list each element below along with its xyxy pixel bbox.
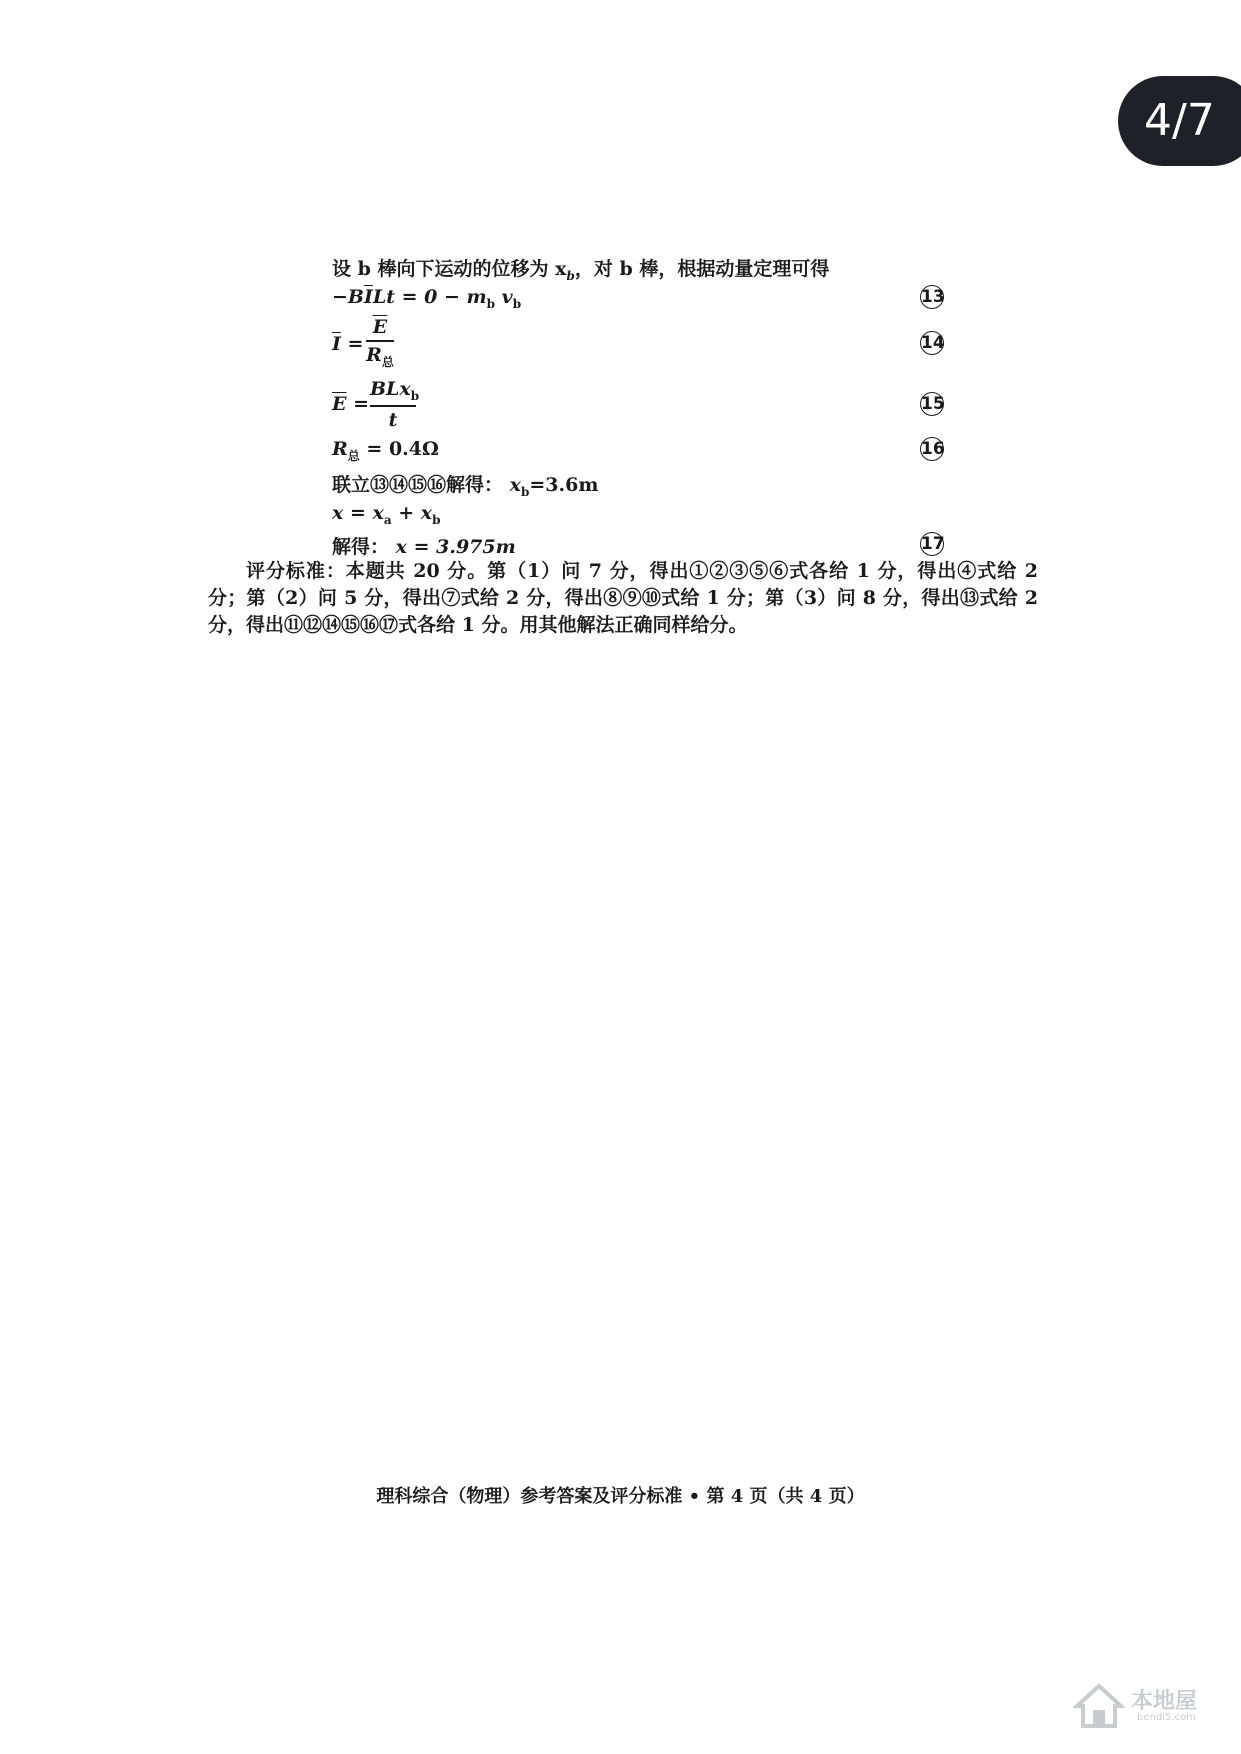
combine-value: =3.6m bbox=[529, 474, 599, 496]
equation-15-fraction bbox=[370, 378, 420, 431]
equation-13 bbox=[332, 286, 521, 311]
equation-number-13: 13 bbox=[921, 287, 945, 307]
eq14-eq: = bbox=[347, 333, 364, 355]
eq16-rest: = 0.4Ω bbox=[359, 438, 439, 460]
sum-sub-b: b bbox=[432, 513, 441, 527]
eq13-sub1: b bbox=[486, 297, 496, 311]
equation-number-14: 14 bbox=[921, 333, 945, 353]
intro-rest: ，对 b 棒，根据动量定理可得 bbox=[574, 258, 830, 280]
eq13-v: v bbox=[495, 286, 513, 308]
combine-text: 联立⑬⑭⑮⑯解得： bbox=[332, 474, 504, 496]
eq13-bar: $\overline{I}$ bbox=[363, 286, 373, 308]
equation-number-17: 17 bbox=[921, 534, 945, 554]
eq15-denominator: t bbox=[388, 409, 398, 431]
eq13-rest: Lt = 0 − m bbox=[372, 286, 487, 308]
eq15-numerator-sub: b bbox=[410, 389, 420, 403]
sum-a: x = x bbox=[332, 502, 384, 524]
eq15-eq: = bbox=[353, 393, 370, 415]
equation-15-lhs bbox=[332, 393, 369, 415]
scoring-paragraph: 评分标准：本题共 20 分。第（1）问 7 分，得出①②③⑤⑥式各给 1 分，得出④式给 2 分；第（2）问 5 分，得出⑦式给 2 分，得出⑧⑨⑩式给 1 分；第（3）问 8 分，得出⑬式给 2 分，得出⑪⑫⑭⑮⑯⑰式各给 1 分。用其他解法正确同样给分。 bbox=[208, 560, 1038, 636]
result-value: x = 3.975m bbox=[395, 536, 516, 558]
intro-line bbox=[332, 254, 829, 283]
equation-14-fraction bbox=[366, 316, 394, 370]
watermark-text: 本地屋 bbox=[1131, 1689, 1198, 1714]
page-indicator: 4/7 bbox=[1118, 76, 1241, 166]
eq15-lhs: $\overline{E}$ bbox=[332, 393, 347, 415]
eq16-sub: 总 bbox=[347, 449, 360, 463]
intro-sub: b bbox=[566, 269, 575, 283]
eq15-rule bbox=[370, 405, 416, 407]
eq14-denominator-sub: 总 bbox=[381, 355, 394, 369]
intro-text: 设 b 棒向下运动的位移为 x bbox=[332, 258, 567, 280]
eq13-lhs: −B bbox=[332, 286, 364, 308]
eq14-numerator: $\overline{E}$ bbox=[372, 316, 388, 338]
combine-line bbox=[332, 470, 598, 499]
eq15-numerator: BLx bbox=[370, 378, 411, 400]
equation-number-15: 15 bbox=[921, 394, 945, 414]
site-watermark bbox=[1073, 1682, 1223, 1732]
sum-plus: + x bbox=[391, 502, 433, 524]
sum-sub-a: a bbox=[383, 513, 392, 527]
combine-sub: b bbox=[520, 485, 530, 499]
house-icon bbox=[1073, 1682, 1125, 1730]
eq14-rule bbox=[366, 340, 394, 342]
combine-var: x bbox=[509, 474, 521, 496]
eq16-lhs: R bbox=[332, 438, 348, 460]
sum-line bbox=[332, 502, 440, 527]
equation-16 bbox=[332, 438, 439, 464]
eq13-sub2: b bbox=[512, 297, 522, 311]
result-label: 解得： bbox=[332, 536, 390, 558]
equation-number-16: 16 bbox=[921, 439, 945, 459]
watermark-sub: bendi5.com bbox=[1137, 1712, 1196, 1723]
equation-14-lhs bbox=[332, 333, 363, 355]
eq14-lhs: $\overline{I}$ bbox=[332, 333, 341, 355]
result-line bbox=[332, 532, 516, 559]
eq14-denominator: R bbox=[366, 344, 382, 366]
page-footer: 理科综合（物理）参考答案及评分标准 • 第 4 页（共 4 页） bbox=[376, 1486, 865, 1507]
